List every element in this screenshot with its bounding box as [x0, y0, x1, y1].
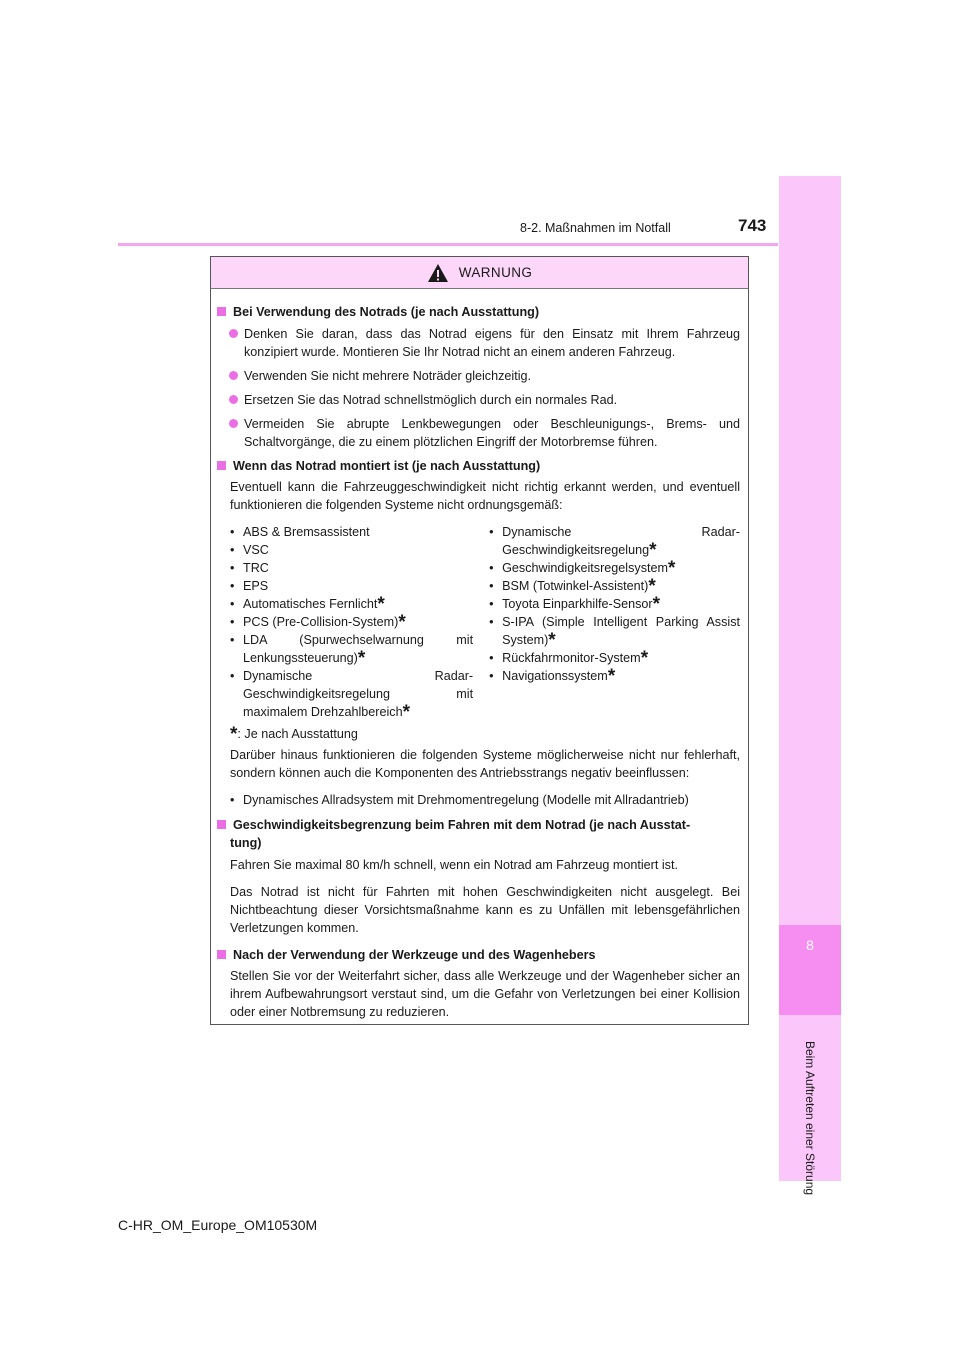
square-bullet-icon [217, 307, 226, 316]
system-list-item: • Dynamische Radar-Geschwindigkeitsregelung mit maximalem Drehzahlbereich* [230, 669, 474, 723]
warning-title: WARNUNG [458, 265, 533, 280]
paragraph: Fahren Sie maximal 80 km/h schnell, wenn ein Notrad am Fahrzeug montiert ist. [230, 858, 678, 872]
section-heading-text: Geschwindigkeitsbegrenzung beim Fahren mit dem Notrad (je nach Ausstat- [233, 818, 691, 832]
list-item-text: Vermeiden Sie abrupte Lenkbewegungen oder Beschleunigungs-, Brems- und Schaltvorgänge, die zu einem plötzlichen Eingriff der Motorbremse führen. [244, 417, 740, 449]
circle-bullet-icon [229, 329, 238, 338]
system-list-left [230, 523, 473, 721]
paragraph: Eventuell kann die Fahrzeuggeschwindigkeit nicht richtig erkannt werden, und eventuell funktionieren die folgenden Systeme nicht ordnungsgemäß: [230, 480, 740, 512]
list-item [217, 415, 740, 451]
section-heading-text: Wenn das Notrad montiert ist (je nach Ausstattung) [233, 459, 541, 473]
warning-triangle-icon [427, 263, 449, 283]
section-heading-after-tools [217, 946, 740, 964]
circle-bullet-icon [229, 419, 238, 428]
page-number: 743 [738, 216, 767, 235]
side-tab [779, 176, 841, 1181]
system-list-item: • LDA (Spurwechselwarnung mit Lenkungssteuerung)* [230, 633, 474, 669]
warning-box [210, 256, 749, 1025]
section-heading-speed-limit [217, 816, 740, 834]
paragraph: Das Notrad ist nicht für Fahrten mit hohen Geschwindigkeiten nicht ausgelegt. Bei Nichtbeachtung dieser Vorsichtsmaßnahme kann es zu Unfällen mit lebensgefährlichen Verletzungen kommen. [230, 885, 740, 935]
list-item-text: Verwenden Sie nicht mehrere Noträder gleichzeitig. [244, 369, 532, 383]
footnote-star: * [230, 724, 238, 745]
section-heading-text: Nach der Verwendung der Werkzeuge und des Wagenhebers [233, 948, 596, 962]
system-list-item: • PCS (Pre-Collision-System)* [230, 612, 406, 633]
system-list-item: • VSC [230, 543, 269, 557]
circle-bullet-icon [229, 371, 238, 380]
paragraph: Stellen Sie vor der Weiterfahrt sicher, dass alle Werkzeuge und der Wagenheber sicher an ihrem Aufbewahrungsort verstaut sind, um die Gefahr von Verletzungen bei einer Kollision oder einer Notbremsung zu reduzieren. [230, 969, 740, 1019]
list-item: • Dynamisches Allradsystem mit Drehmomentregelung (Modelle mit Allradantrieb) [230, 793, 689, 807]
section-title: 8-2. Maßnahmen im Notfall [520, 221, 671, 235]
header-rule [118, 243, 778, 246]
section-heading-text: Bei Verwendung des Notrads (je nach Ausstattung) [233, 305, 540, 319]
list-item [217, 325, 740, 361]
square-bullet-icon [217, 461, 226, 470]
footnote-text: : Je nach Ausstattung [237, 727, 358, 741]
list-item-text: Dynamisches Allradsystem mit Drehmomentregelung (Modelle mit Allradantrieb) [243, 793, 689, 807]
section-heading-spare-tire-use [217, 303, 740, 321]
chapter-number: 8 [806, 937, 814, 953]
system-list-item: • ABS & Bremsassistent [230, 525, 370, 539]
list-item-text: Denken Sie daran, dass das Notrad eigens für den Einsatz mit Ihrem Fahrzeug konzipiert wurde. Montieren Sie Ihr Notrad nicht an einem anderen Fahrzeug. [244, 327, 740, 359]
footnote [217, 725, 740, 743]
warning-header [211, 257, 748, 289]
system-list-item: • Toyota Einparkhilfe-Sensor* [489, 594, 661, 615]
system-list-item: • Rückfahrmonitor-System* [489, 648, 649, 669]
list-item [217, 391, 740, 409]
section-heading-continuation: tung) [230, 836, 262, 850]
system-list-item: • S-IPA (Simple Intelligent Parking Assist System)* [489, 615, 740, 651]
system-list-item: • Geschwindigkeitsregelsystem* [489, 558, 676, 579]
list-item [217, 367, 740, 385]
circle-bullet-icon [229, 395, 238, 404]
system-list-item: • Dynamische Radar-Geschwindigkeitsregelung* [489, 525, 740, 561]
system-list-item: • TRC [230, 561, 269, 575]
list-item-text: Ersetzen Sie das Notrad schnellstmöglich durch ein normales Rad. [244, 393, 618, 407]
section-heading-spare-tire-installed [217, 457, 740, 475]
paragraph: Darüber hinaus funktionieren die folgenden Systeme möglicherweise nicht nur fehlerhaft, sondern können auch die Komponenten des Antriebsstrangs negativ beeinflussen: [230, 748, 740, 780]
system-list-item: • BSM (Totwinkel-Assistent)* [489, 576, 656, 597]
system-list-item: • EPS [230, 579, 269, 593]
square-bullet-icon [217, 950, 226, 959]
chapter-title: Beim Auftreten einer Störung [803, 1040, 817, 1196]
system-list [217, 523, 740, 721]
document-code: C-HR_OM_Europe_OM10530M [118, 1217, 318, 1233]
system-list-right [473, 523, 740, 721]
system-list-item: • Automatisches Fernlicht* [230, 594, 385, 615]
system-list-item: • Navigationssystem* [489, 666, 616, 687]
square-bullet-icon [217, 820, 226, 829]
warning-body [211, 289, 748, 1021]
